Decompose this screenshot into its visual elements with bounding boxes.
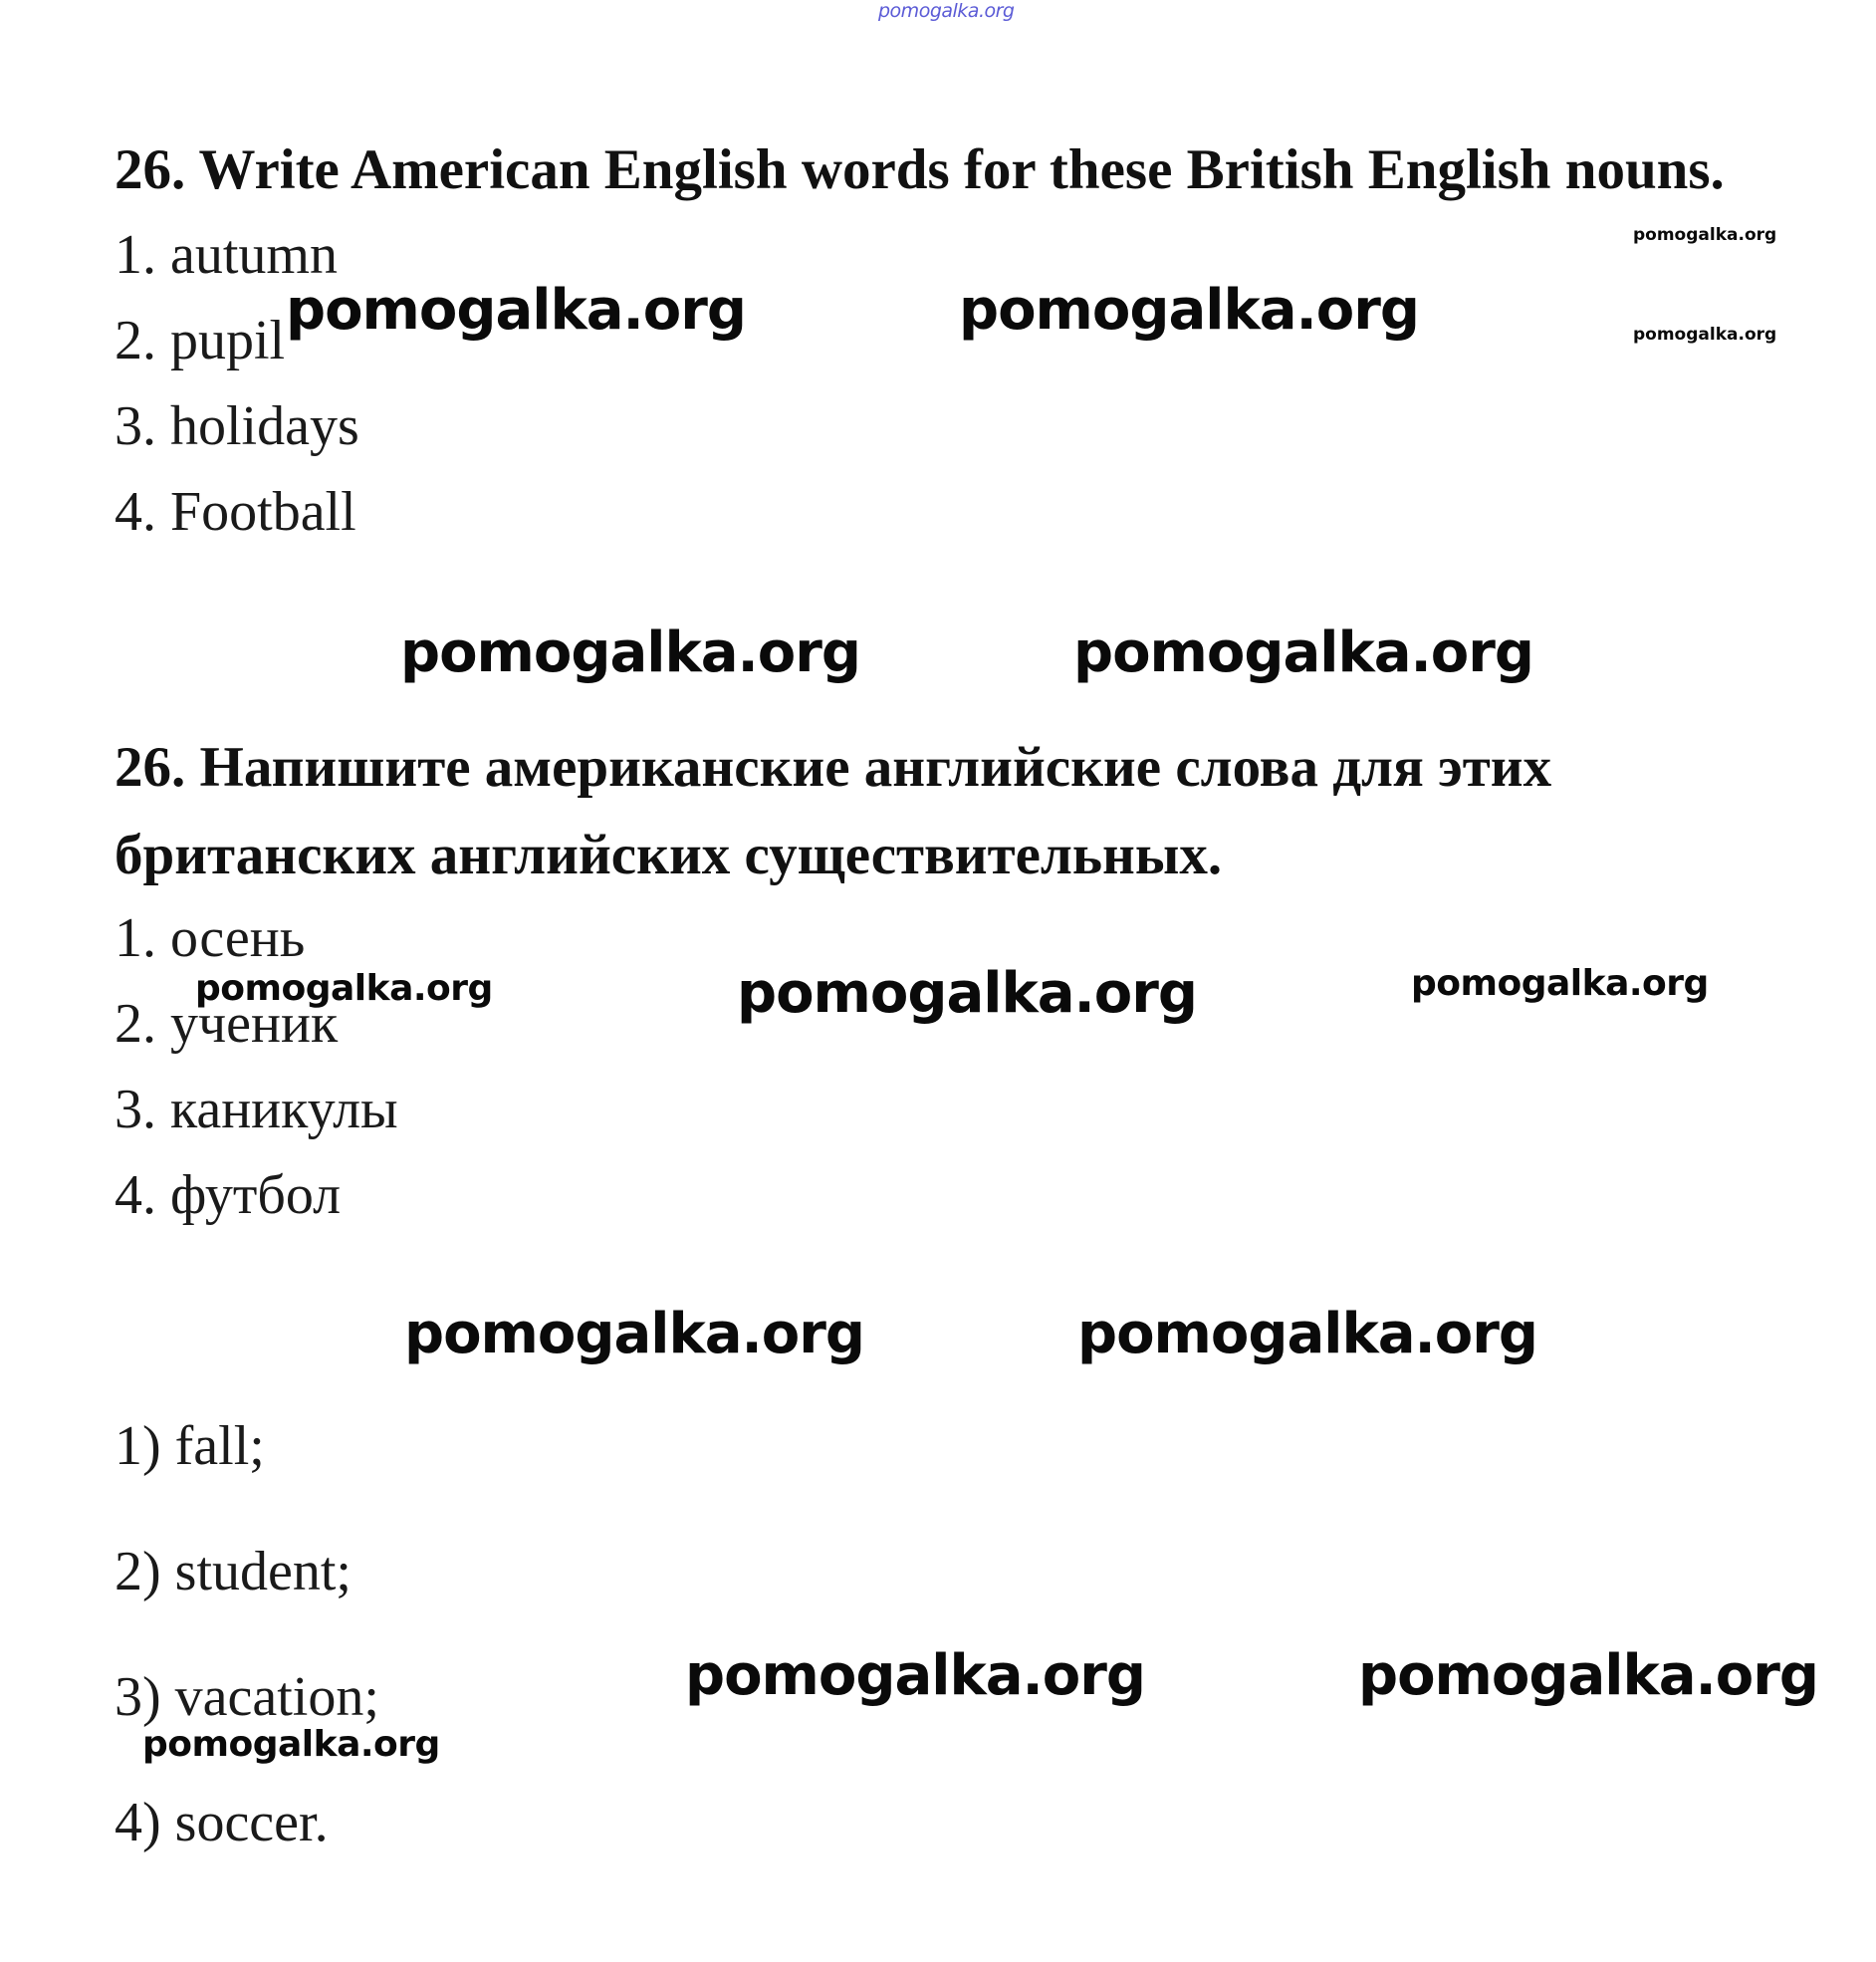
exercise-title-en: 26. Write American English words for these British English nouns. [115,138,1725,201]
watermark-text: pomogalka.org [1358,1643,1818,1708]
watermark-text: pomogalka.org [1077,1302,1537,1366]
list-item: 4. футбол [115,1164,342,1226]
list-item: 4. Football [115,481,356,543]
list-item: 3. каникулы [115,1079,398,1140]
watermark-text: pomogalka.org [400,620,860,685]
list-item: 2. pupil [115,310,286,371]
answer-item: 2) student; [115,1541,352,1602]
top-watermark: pomogalka.org [878,0,1015,22]
watermark-text: pomogalka.org [1073,620,1533,685]
watermark-text: pomogalka.org [1633,325,1777,345]
list-item: 2. ученик [115,993,339,1055]
watermark-text: pomogalka.org [1411,963,1709,1004]
exercise-title-ru-line2: британских английских существительных. [115,824,1223,886]
watermark-text: pomogalka.org [685,1643,1145,1708]
answer-item: 4) soccer. [115,1792,329,1853]
watermark-text: pomogalka.org [195,968,493,1009]
watermark-text: pomogalka.org [404,1302,864,1366]
list-item: 1. autumn [115,224,338,286]
list-item: 3. holidays [115,395,359,457]
list-item: 1. осень [115,907,306,969]
watermark-text: pomogalka.org [1633,225,1777,245]
watermark-text: pomogalka.org [142,1724,440,1765]
watermark-text: pomogalka.org [959,278,1419,343]
watermark-text: pomogalka.org [737,961,1197,1026]
answer-item: 1) fall; [115,1415,265,1477]
answer-item: 3) vacation; [115,1666,379,1728]
exercise-title-ru-line1: 26. Напишите американские английские слова для этих [115,736,1552,799]
watermark-text: pomogalka.org [286,278,746,343]
